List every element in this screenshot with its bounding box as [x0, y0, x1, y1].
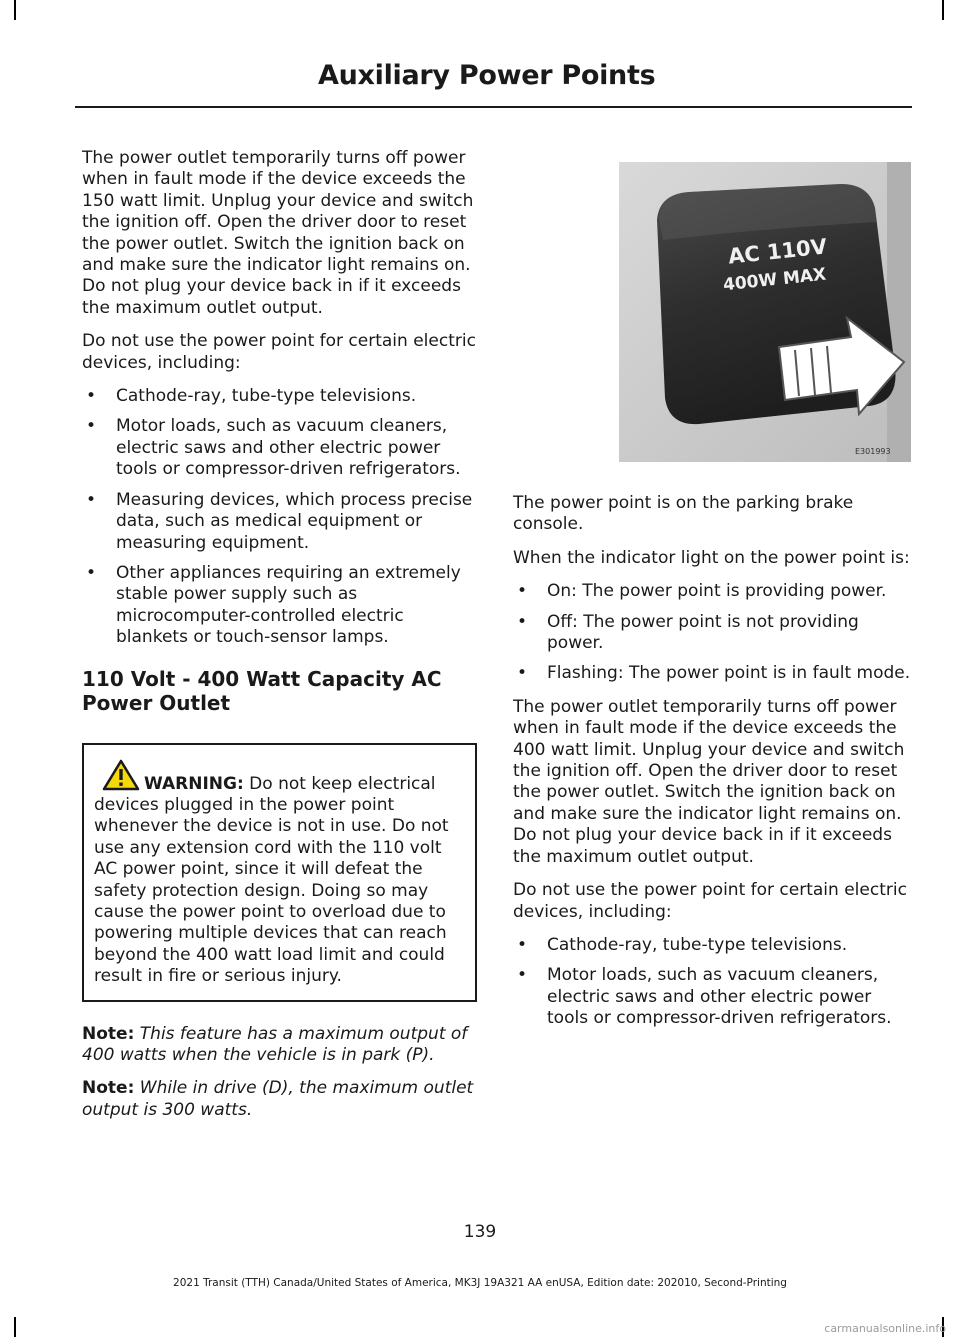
indicator-intro: When the indicator light on the power point is:: [513, 547, 910, 568]
device-list: [82, 386, 477, 648]
device-list-400w: [513, 935, 911, 1030]
crop-mark-bottom-left: [14, 1317, 16, 1337]
header-divider: [75, 106, 912, 108]
list-item: • Cathode-ray, tube-type televisions.: [517, 934, 848, 955]
indicator-list: [513, 581, 911, 685]
devices-intro-400w: Do not use the power point for certain electric devices, including:: [513, 880, 907, 922]
bullet: •: [517, 934, 528, 955]
location-paragraph: The power point is on the parking brake console.: [513, 493, 854, 535]
power-outlet-illustration: [619, 162, 911, 462]
figure-code: E301993: [855, 447, 891, 456]
list-item: • Cathode-ray, tube-type televisions.: [86, 386, 417, 407]
bullet: •: [86, 416, 97, 437]
section-heading: 110 Volt - 400 Watt Capacity AC Power Outlet: [82, 666, 442, 715]
warning-text: Do not keep electrical devices plugged in the power point whenever the device is not in use. Do not use any extension cord with the 110 volt AC power point, since it will defeat the safety protection design. Doing so may cause the power point to overload due to powering multiple devices that can reach beyond the 400 watt load limit and could result in fire or serious injury.: [94, 773, 449, 987]
outlet-voltage-label: AC 110V: [726, 234, 829, 269]
list-item: • Motor loads, such as vacuum cleaners, electric saws and other electric power tools or compressor-driven refrigerators.: [517, 965, 892, 1029]
fault-mode-paragraph: The power outlet temporarily turns off power when in fault mode if the device exceeds the 150 watt limit. Unplug your device and switch the ignition off. Open the driver door to reset the power outlet. Switch the ignition back on and make sure the indicator light remains on. Do not plug your device back in if it exceeds the maximum outlet output.: [82, 148, 474, 318]
bullet: •: [86, 489, 97, 510]
page-number: 139: [463, 1222, 497, 1242]
list-item: • On: The power point is providing power.: [517, 581, 887, 602]
power-outlet-cover-image: [619, 162, 911, 462]
note-max-output: Note: This feature has a maximum output of 400 watts when the vehicle is in park (P).: [82, 1023, 468, 1065]
warning-triangle-icon: [102, 759, 140, 791]
right-column: [513, 493, 911, 1042]
page-title: Auxiliary Power Points: [318, 60, 656, 91]
bullet: •: [517, 663, 528, 684]
footer-edition-info: 2021 Transit (TTH) Canada/United States of America, MK3J 19A321 AA enUSA, Edition date: 202010, Second-Printing: [173, 1277, 787, 1289]
crop-mark-top-left: [14, 0, 16, 20]
list-item: • Flashing: The power point is in fault mode.: [517, 663, 911, 684]
bullet: •: [86, 386, 97, 407]
bullet: •: [517, 581, 528, 602]
warning-label: WARNING:: [144, 773, 244, 794]
crop-mark-top-right: [942, 0, 944, 20]
list-item: • Other appliances requiring an extremely stable power supply such as microcomputer-controlled electric blankets or touch-sensor lamps.: [86, 562, 461, 648]
list-item: • Off: The power point is not providing power.: [517, 611, 859, 654]
bullet: •: [517, 611, 528, 632]
watermark: carmanualsonline.info: [824, 1322, 946, 1335]
bullet: •: [517, 965, 528, 986]
outlet-wattage-label: 400W MAX: [722, 264, 828, 296]
list-item: • Motor loads, such as vacuum cleaners, electric saws and other electric power tools or compressor-driven refrigerators.: [86, 416, 461, 480]
list-item: • Measuring devices, which process precise data, such as medical equipment or measuring equipment.: [86, 489, 473, 553]
left-column: [82, 148, 477, 1133]
note-drive-output: Note: While in drive (D), the maximum outlet output is 300 watts.: [82, 1078, 474, 1120]
bullet: •: [86, 562, 97, 583]
warning-box: [82, 743, 477, 1002]
devices-intro: Do not use the power point for certain electric devices, including:: [82, 331, 476, 373]
fault-mode-paragraph-400w: The power outlet temporarily turns off power when in fault mode if the device exceeds the 400 watt limit. Unplug your device and switch the ignition off. Open the driver door to reset the power outlet. Switch the ignition back on and make sure the indicator light remains on. Do not plug your device back in if it exceeds the maximum outlet output.: [513, 696, 905, 867]
